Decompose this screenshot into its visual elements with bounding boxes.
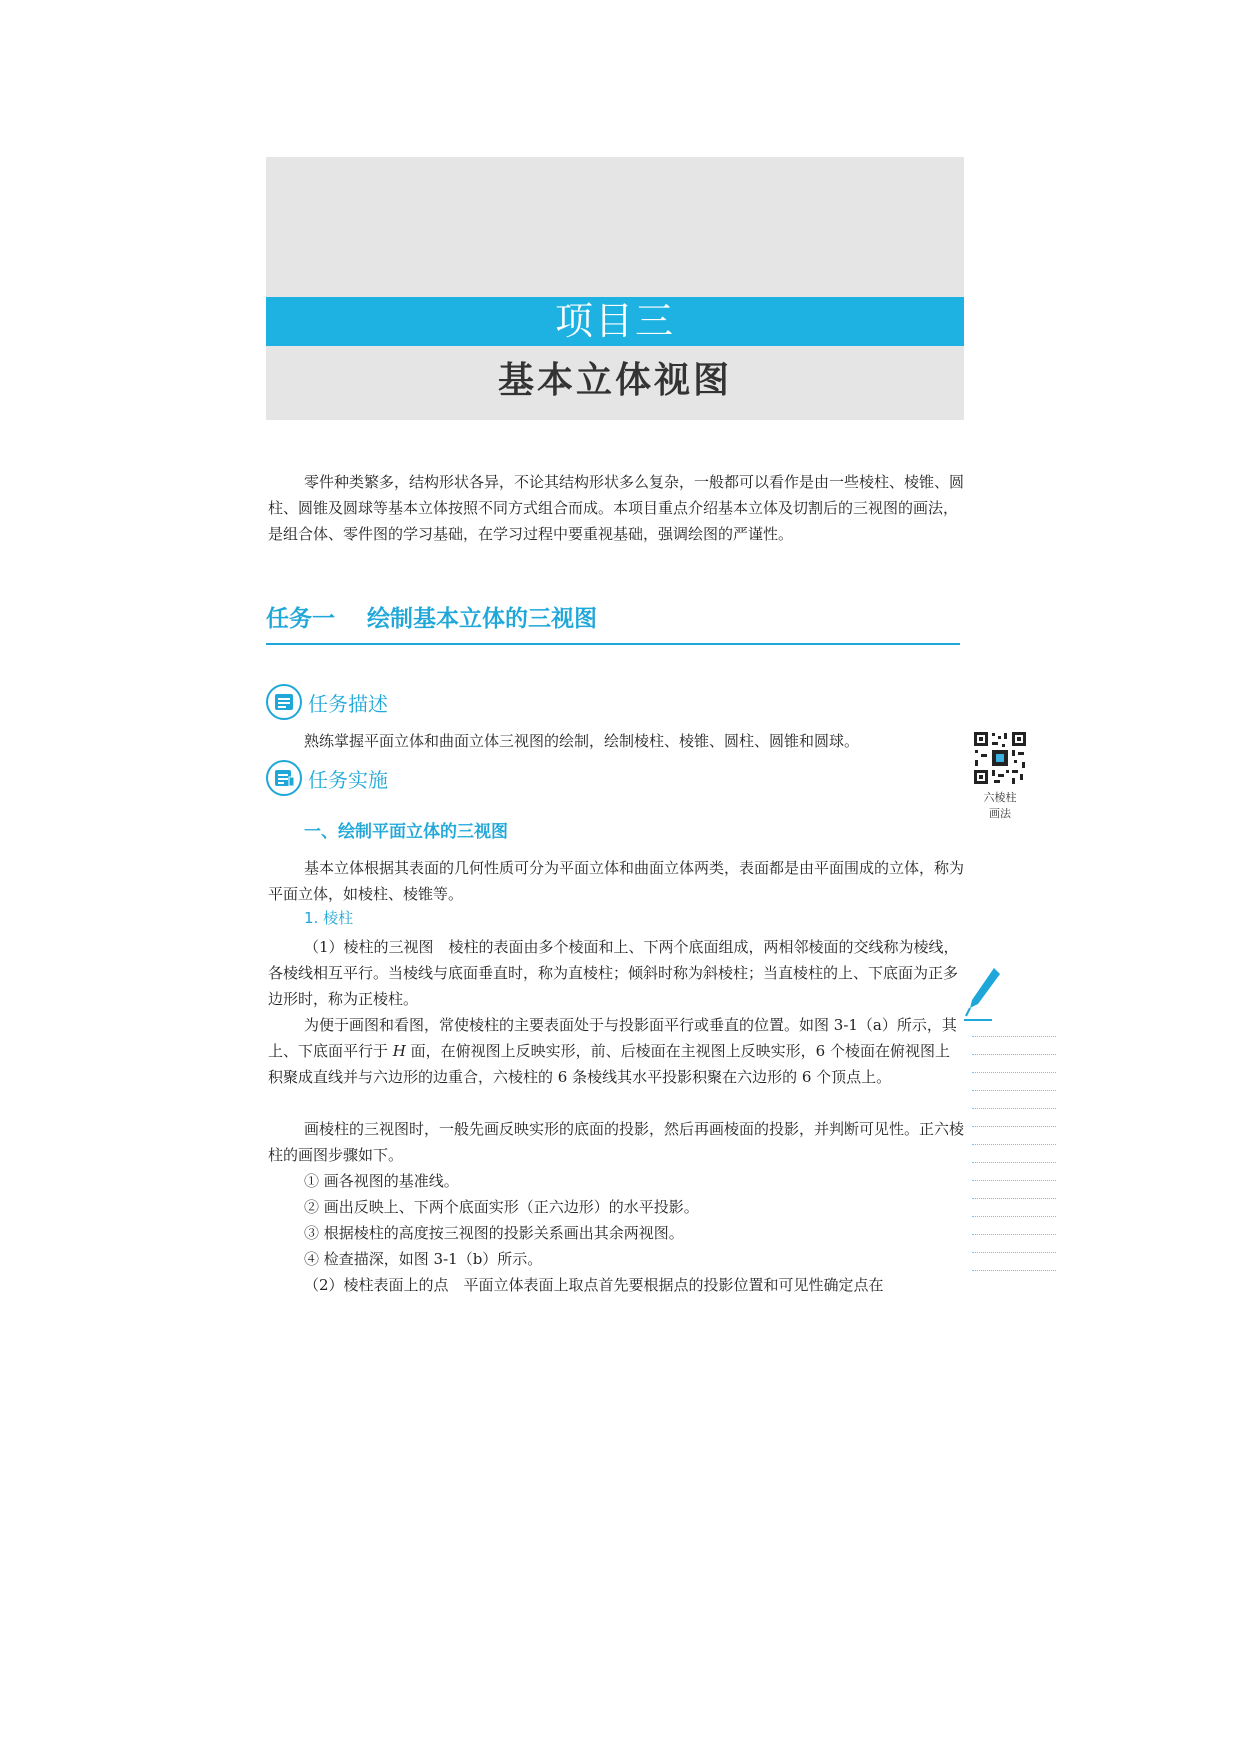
- note-lines: [972, 1036, 1056, 1288]
- pen-icon: [964, 964, 1004, 1024]
- task-number: 任务一: [266, 606, 335, 632]
- task-description-label: 任务描述: [308, 691, 388, 716]
- section-heading: 一、绘制平面立体的三视图: [304, 822, 508, 842]
- project-label: 项目三: [266, 297, 964, 346]
- task-title: 绘制基本立体的三视图: [367, 606, 597, 632]
- step-item: ① 画各视图的基准线。: [304, 1172, 459, 1190]
- step-item: ④ 检查描深，如图 3-1（b）所示。: [304, 1250, 543, 1268]
- body-paragraph: 基本立体根据其表面的几何性质可分为平面立体和曲面立体两类，表面都是由平面围成的立体，称为平面立体，如棱柱、棱锥等。: [268, 859, 965, 903]
- chapter-banner: [266, 157, 964, 420]
- qr-caption: 六棱柱 画法: [983, 791, 1017, 820]
- body-paragraph: （1）棱柱的三视图 棱柱的表面由多个棱面和上、下两个底面组成，两相邻棱面的交线称为棱线，各棱线相互平行。当棱线与底面垂直时，称为直棱柱；倾斜时称为斜棱柱；当直棱柱的上、下底面为正多边形时，称为正棱柱。: [268, 938, 959, 1008]
- step-item: ③ 根据棱柱的高度按三视图的投影关系画出其余两视图。: [304, 1224, 684, 1242]
- document-icon: [266, 684, 302, 720]
- step-item: ② 画出反映上、下两个底面实形（正六边形）的水平投影。: [304, 1198, 699, 1216]
- body-paragraph: （2）棱柱表面上的点 平面立体表面上取点首先要根据点的投影位置和可见性确定点在: [304, 1276, 884, 1294]
- task-description-header: [266, 682, 388, 722]
- task-implementation-label: 任务实施: [308, 767, 388, 792]
- qr-code-icon[interactable]: [972, 730, 1028, 786]
- item-heading-prism: 1. 棱柱: [304, 909, 354, 927]
- chapter-title: 基本立体视图: [497, 359, 732, 401]
- task-implementation-header: [266, 758, 388, 798]
- intro-paragraph: 零件种类繁多，结构形状各异，不论其结构形状多么复杂，一般都可以看作是由一些棱柱、棱锥、圆柱、圆锥及圆球等基本立体按照不同方式组合而成。本项目重点介绍基本立体及切割后的三视图的画法，是组合体、零件图的学习基础，在学习过程中要重视基础，强调绘图的严谨性。: [268, 473, 965, 543]
- body-paragraph: 为便于画图和看图，常使棱柱的主要表面处于与投影面平行或垂直的位置。如图 3-1（a）所示，其上、下底面平行于 H 面，在俯视图上反映实形，前、后棱面在主视图上反映实形，6 个棱面在俯视图上积聚成直线并与六边形的边重合，六棱柱的 6 条棱线其水平投影积聚在六边形的 6 个顶点上。: [268, 1016, 957, 1086]
- checklist-icon: [266, 760, 302, 796]
- task-description-text: 熟练掌握平面立体和曲面立体三视图的绘制，绘制棱柱、棱锥、圆柱、圆锥和圆球。: [304, 732, 860, 750]
- task-heading: [266, 600, 960, 645]
- body-paragraph: 画棱柱的三视图时，一般先画反映实形的底面的投影，然后再画棱面的投影，并判断可见性。正六棱柱的画图步骤如下。: [268, 1120, 965, 1164]
